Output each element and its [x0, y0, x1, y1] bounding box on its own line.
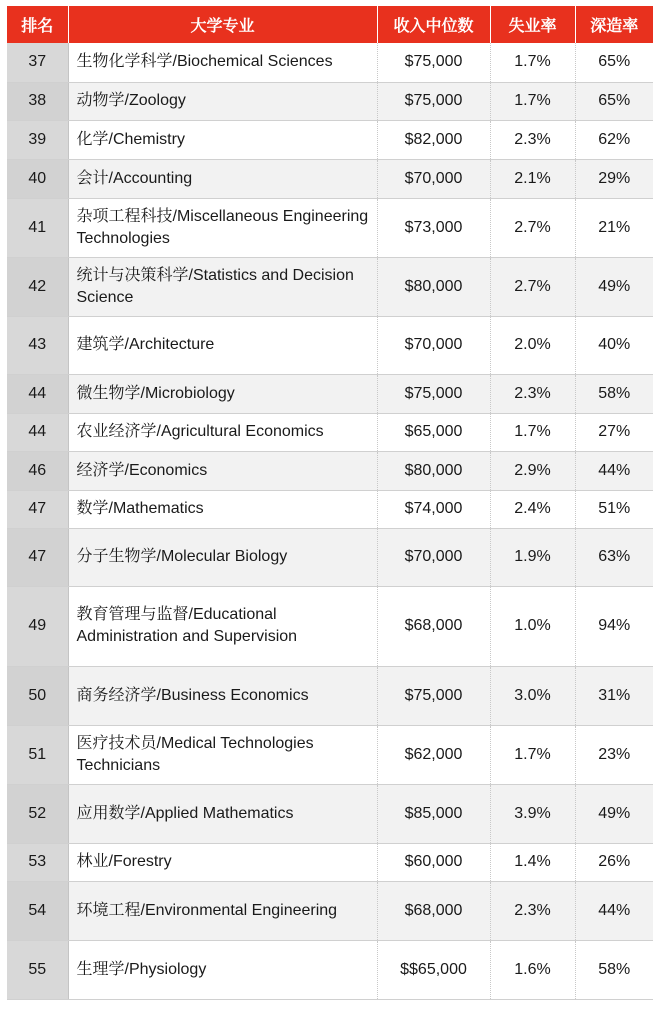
- major-cell: 建筑学/Architecture: [68, 316, 377, 374]
- rank-cell: 43: [7, 316, 68, 374]
- income-cell: $68,000: [377, 586, 490, 666]
- grad-rate-cell: 49%: [575, 257, 653, 316]
- unemployment-cell: 3.9%: [490, 784, 575, 843]
- rank-cell: 47: [7, 490, 68, 528]
- unemployment-cell: 2.4%: [490, 490, 575, 528]
- table-row: [7, 586, 653, 666]
- major-ranking-table: [7, 6, 653, 1000]
- unemployment-cell: 3.0%: [490, 666, 575, 725]
- grad-rate-cell: 21%: [575, 198, 653, 257]
- major-cell: 经济学/Economics: [68, 451, 377, 490]
- rank-cell: 50: [7, 666, 68, 725]
- major-cell: 林业/Forestry: [68, 843, 377, 881]
- income-cell: $80,000: [377, 257, 490, 316]
- table-row: [7, 43, 653, 82]
- rank-cell: 53: [7, 843, 68, 881]
- rank-cell: 51: [7, 725, 68, 784]
- grad-rate-cell: 40%: [575, 316, 653, 374]
- major-cell: 杂项工程科技/Miscellaneous Engineering Technologies: [68, 198, 377, 257]
- rank-cell: 44: [7, 413, 68, 451]
- header-income: 收入中位数: [377, 6, 490, 43]
- income-cell: $74,000: [377, 490, 490, 528]
- income-cell: $85,000: [377, 784, 490, 843]
- grad-rate-cell: 23%: [575, 725, 653, 784]
- major-cell: 生理学/Physiology: [68, 940, 377, 999]
- income-cell: $75,000: [377, 82, 490, 120]
- income-cell: $75,000: [377, 43, 490, 82]
- major-cell: 商务经济学/Business Economics: [68, 666, 377, 725]
- header-rank: 排名: [7, 6, 68, 43]
- income-cell: $65,000: [377, 413, 490, 451]
- table-row: [7, 82, 653, 120]
- income-cell: $73,000: [377, 198, 490, 257]
- table-row: [7, 940, 653, 999]
- grad-rate-cell: 63%: [575, 528, 653, 586]
- income-cell: $70,000: [377, 159, 490, 198]
- unemployment-cell: 1.6%: [490, 940, 575, 999]
- table-row: [7, 528, 653, 586]
- grad-rate-cell: 44%: [575, 451, 653, 490]
- income-cell: $70,000: [377, 316, 490, 374]
- unemployment-cell: 2.7%: [490, 198, 575, 257]
- rank-cell: 38: [7, 82, 68, 120]
- income-cell: $70,000: [377, 528, 490, 586]
- grad-rate-cell: 51%: [575, 490, 653, 528]
- table-header: [7, 6, 653, 43]
- rank-cell: 40: [7, 159, 68, 198]
- major-cell: 农业经济学/Agricultural Economics: [68, 413, 377, 451]
- table-row: [7, 784, 653, 843]
- table-row: [7, 198, 653, 257]
- grad-rate-cell: 58%: [575, 940, 653, 999]
- table-row: [7, 490, 653, 528]
- grad-rate-cell: 94%: [575, 586, 653, 666]
- table-row: [7, 257, 653, 316]
- grad-rate-cell: 62%: [575, 120, 653, 159]
- major-cell: 医疗技术员/Medical Technologies Technicians: [68, 725, 377, 784]
- income-cell: $62,000: [377, 725, 490, 784]
- unemployment-cell: 2.3%: [490, 374, 575, 413]
- rank-cell: 54: [7, 881, 68, 940]
- table-body: [7, 43, 653, 999]
- unemployment-cell: 1.7%: [490, 725, 575, 784]
- rank-cell: 42: [7, 257, 68, 316]
- grad-rate-cell: 44%: [575, 881, 653, 940]
- major-cell: 会计/Accounting: [68, 159, 377, 198]
- grad-rate-cell: 58%: [575, 374, 653, 413]
- table-row: [7, 843, 653, 881]
- major-cell: 统计与决策科学/Statistics and Decision Science: [68, 257, 377, 316]
- table-row: [7, 666, 653, 725]
- income-cell: $60,000: [377, 843, 490, 881]
- unemployment-cell: 1.7%: [490, 43, 575, 82]
- rank-cell: 41: [7, 198, 68, 257]
- grad-rate-cell: 26%: [575, 843, 653, 881]
- header-row: [7, 6, 653, 43]
- unemployment-cell: 1.4%: [490, 843, 575, 881]
- unemployment-cell: 2.3%: [490, 120, 575, 159]
- table-row: [7, 881, 653, 940]
- grad-rate-cell: 31%: [575, 666, 653, 725]
- unemployment-cell: 2.1%: [490, 159, 575, 198]
- income-cell: $75,000: [377, 666, 490, 725]
- major-cell: 微生物学/Microbiology: [68, 374, 377, 413]
- income-cell: $80,000: [377, 451, 490, 490]
- unemployment-cell: 1.7%: [490, 82, 575, 120]
- rank-cell: 37: [7, 43, 68, 82]
- income-cell: $68,000: [377, 881, 490, 940]
- header-unemployment: 失业率: [490, 6, 575, 43]
- unemployment-cell: 2.3%: [490, 881, 575, 940]
- major-cell: 化学/Chemistry: [68, 120, 377, 159]
- major-cell: 数学/Mathematics: [68, 490, 377, 528]
- table-row: [7, 725, 653, 784]
- table-row: [7, 413, 653, 451]
- grad-rate-cell: 65%: [575, 43, 653, 82]
- rank-cell: 47: [7, 528, 68, 586]
- grad-rate-cell: 49%: [575, 784, 653, 843]
- unemployment-cell: 2.0%: [490, 316, 575, 374]
- table-row: [7, 374, 653, 413]
- major-cell: 动物学/Zoology: [68, 82, 377, 120]
- header-grad: 深造率: [575, 6, 653, 43]
- rank-cell: 49: [7, 586, 68, 666]
- unemployment-cell: 1.0%: [490, 586, 575, 666]
- income-cell: $$65,000: [377, 940, 490, 999]
- rank-cell: 39: [7, 120, 68, 159]
- unemployment-cell: 2.9%: [490, 451, 575, 490]
- ranking-table-container: [7, 6, 653, 1000]
- table-row: [7, 159, 653, 198]
- header-major: 大学专业: [68, 6, 377, 43]
- major-cell: 教育管理与监督/Educational Administration and Supervision: [68, 586, 377, 666]
- major-cell: 分子生物学/Molecular Biology: [68, 528, 377, 586]
- grad-rate-cell: 65%: [575, 82, 653, 120]
- income-cell: $82,000: [377, 120, 490, 159]
- major-cell: 应用数学/Applied Mathematics: [68, 784, 377, 843]
- income-cell: $75,000: [377, 374, 490, 413]
- grad-rate-cell: 29%: [575, 159, 653, 198]
- major-cell: 环境工程/Environmental Engineering: [68, 881, 377, 940]
- unemployment-cell: 1.7%: [490, 413, 575, 451]
- table-row: [7, 451, 653, 490]
- major-cell: 生物化学科学/Biochemical Sciences: [68, 43, 377, 82]
- table-row: [7, 316, 653, 374]
- table-row: [7, 120, 653, 159]
- unemployment-cell: 2.7%: [490, 257, 575, 316]
- unemployment-cell: 1.9%: [490, 528, 575, 586]
- rank-cell: 52: [7, 784, 68, 843]
- grad-rate-cell: 27%: [575, 413, 653, 451]
- rank-cell: 44: [7, 374, 68, 413]
- rank-cell: 55: [7, 940, 68, 999]
- rank-cell: 46: [7, 451, 68, 490]
